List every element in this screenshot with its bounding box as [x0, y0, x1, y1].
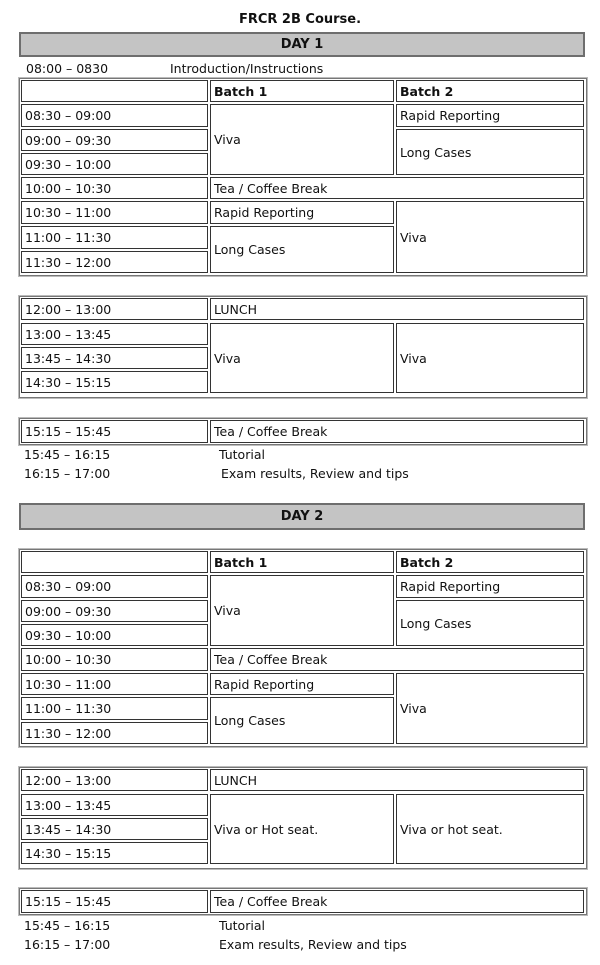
day1-corner-cell	[21, 80, 208, 102]
day1-time-1345: 13:45 – 14:30	[21, 347, 208, 369]
day1-header: DAY 1	[19, 32, 585, 57]
day2-batch2-long-cases: Long Cases	[396, 600, 584, 646]
day2-tea-time: 15:15 – 15:45	[21, 890, 208, 913]
day1-time-0930: 09:30 – 10:00	[21, 153, 208, 175]
day1-batch2-header: Batch 2	[396, 80, 584, 102]
day2-time-1030: 10:30 – 11:00	[21, 673, 208, 695]
day2-batch1-header: Batch 1	[210, 551, 394, 573]
day2-time-1300: 13:00 – 13:45	[21, 794, 208, 816]
day1-batch1-viva: Viva	[210, 104, 394, 175]
day2-time-0930: 09:30 – 10:00	[21, 624, 208, 646]
day1-batch1-long-cases: Long Cases	[210, 226, 394, 273]
day2-batch2-viva: Viva	[396, 673, 584, 744]
day1-tutorial-label: Tutorial	[219, 447, 265, 462]
day1-batch2-rapid-reporting: Rapid Reporting	[396, 104, 584, 127]
day1-afternoon-batch1: Viva	[210, 323, 394, 393]
day2-batch2-rapid-reporting: Rapid Reporting	[396, 575, 584, 598]
day1-intro-time: 08:00 – 0830	[26, 61, 109, 76]
day2-tea-label: Tea / Coffee Break	[210, 890, 584, 913]
day1-tea-time: 15:15 – 15:45	[21, 420, 208, 443]
day2-time-1130: 11:30 – 12:00	[21, 722, 208, 744]
day1-batch1-rapid-reporting: Rapid Reporting	[210, 201, 394, 224]
day2-batch2-header: Batch 2	[396, 551, 584, 573]
day1-time-1000: 10:00 – 10:30	[21, 177, 208, 199]
day1-time-0900: 09:00 – 09:30	[21, 129, 208, 151]
day1-time-1430: 14:30 – 15:15	[21, 371, 208, 393]
day2-time-0830: 08:30 – 09:00	[21, 575, 208, 598]
day2-tutorial-label: Tutorial	[219, 918, 265, 933]
day2-header: DAY 2	[19, 503, 585, 530]
day1-time-1300: 13:00 – 13:45	[21, 323, 208, 345]
day1-lunch-time: 12:00 – 13:00	[21, 298, 208, 320]
day2-tea-break: Tea / Coffee Break	[210, 648, 584, 671]
day2-time-0900: 09:00 – 09:30	[21, 600, 208, 622]
day2-batch1-viva: Viva	[210, 575, 394, 646]
day2-corner-cell	[21, 551, 208, 573]
day1-time-0830: 08:30 – 09:00	[21, 104, 208, 127]
day2-afternoon-batch2: Viva or hot seat.	[396, 794, 584, 864]
day1-tea-label: Tea / Coffee Break	[210, 420, 584, 443]
page-title: FRCR 2B Course.	[238, 12, 362, 27]
day1-lunch-label: LUNCH	[210, 298, 584, 320]
day2-batch1-rapid-reporting: Rapid Reporting	[210, 673, 394, 695]
day1-results-time: 16:15 – 17:00	[24, 466, 111, 481]
day2-time-1345: 13:45 – 14:30	[21, 818, 208, 840]
day1-tutorial-time: 15:45 – 16:15	[24, 447, 111, 462]
day1-intro-label: Introduction/Instructions	[170, 61, 324, 76]
day2-afternoon-batch1: Viva or Hot seat.	[210, 794, 394, 864]
day2-results-label: Exam results, Review and tips	[219, 937, 407, 952]
day2-batch1-long-cases: Long Cases	[210, 697, 394, 744]
day2-lunch-time: 12:00 – 13:00	[21, 769, 208, 791]
day2-time-1100: 11:00 – 11:30	[21, 697, 208, 720]
day1-batch2-viva: Viva	[396, 201, 584, 273]
day1-time-1030: 10:30 – 11:00	[21, 201, 208, 224]
day2-lunch-label: LUNCH	[210, 769, 584, 791]
day1-results-label: Exam results, Review and tips	[221, 466, 409, 481]
day1-batch2-long-cases: Long Cases	[396, 129, 584, 175]
day2-tutorial-time: 15:45 – 16:15	[24, 918, 111, 933]
day1-tea-break: Tea / Coffee Break	[210, 177, 584, 199]
day2-time-1430: 14:30 – 15:15	[21, 842, 208, 864]
day2-time-1000: 10:00 – 10:30	[21, 648, 208, 671]
day1-batch1-header: Batch 1	[210, 80, 394, 102]
day2-results-time: 16:15 – 17:00	[24, 937, 111, 952]
day1-time-1130: 11:30 – 12:00	[21, 251, 208, 273]
day1-time-1100: 11:00 – 11:30	[21, 226, 208, 249]
day1-afternoon-batch2: Viva	[396, 323, 584, 393]
